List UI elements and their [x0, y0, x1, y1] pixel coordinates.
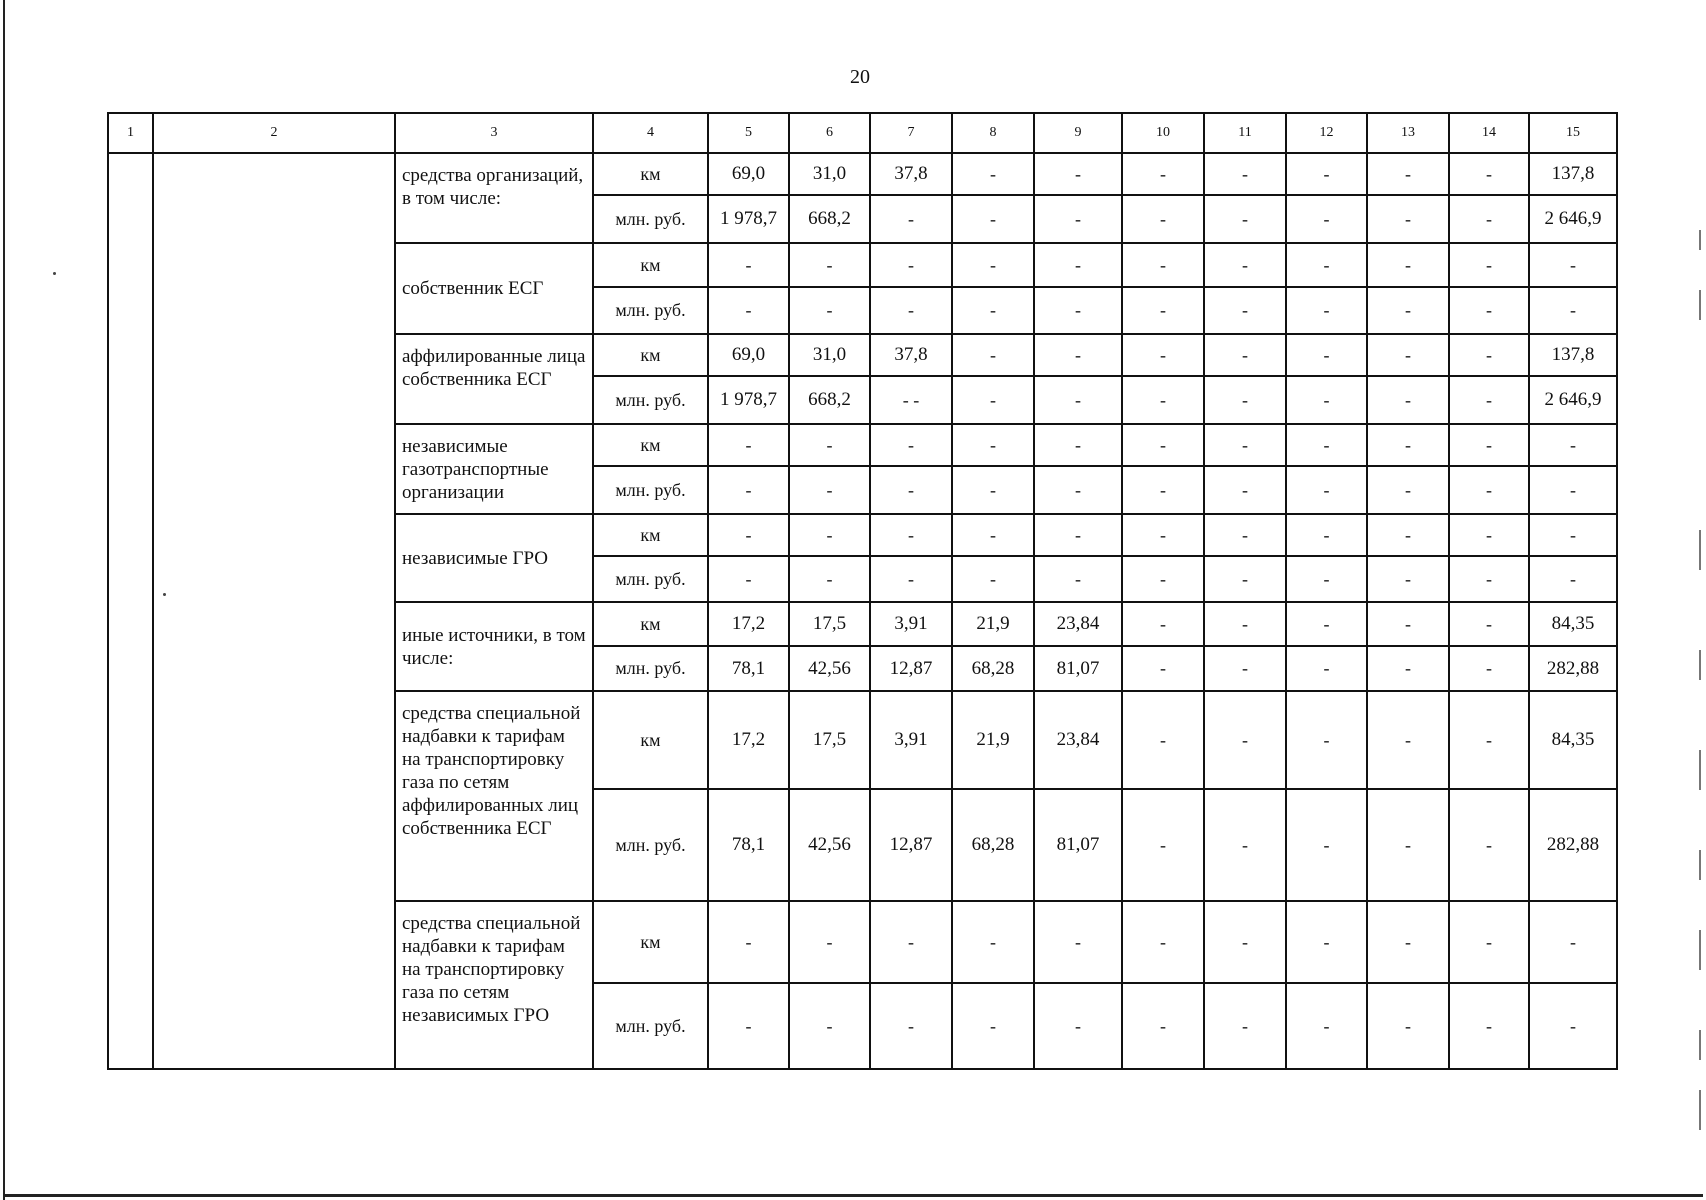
value-cell: 21,9 — [952, 602, 1034, 646]
col2-cell — [153, 153, 395, 1069]
unit-cell: млн. руб. — [593, 789, 708, 901]
value-cell: - — [1034, 983, 1122, 1069]
value-cell: 12,87 — [870, 789, 952, 901]
value-cell: 137,8 — [1529, 153, 1617, 195]
value-cell: 12,87 — [870, 646, 952, 691]
value-cell: - — [1367, 514, 1449, 556]
value-cell: - — [1367, 195, 1449, 243]
column-header: 8 — [952, 113, 1034, 153]
value-cell: - — [1286, 789, 1367, 901]
value-cell: 2 646,9 — [1529, 376, 1617, 424]
value-cell: - — [1122, 153, 1204, 195]
value-cell: - — [952, 334, 1034, 376]
column-header: 4 — [593, 113, 708, 153]
value-cell: - — [1204, 376, 1286, 424]
value-cell: 282,88 — [1529, 789, 1617, 901]
unit-cell: млн. руб. — [593, 287, 708, 334]
value-cell: - — [952, 514, 1034, 556]
value-cell: - — [952, 243, 1034, 287]
value-cell: - — [1286, 424, 1367, 466]
value-cell: - — [1286, 287, 1367, 334]
value-cell: - — [1449, 466, 1529, 514]
value-cell: - — [1367, 602, 1449, 646]
column-header: 10 — [1122, 113, 1204, 153]
value-cell: - — [1034, 243, 1122, 287]
value-cell: - — [1204, 901, 1286, 983]
value-cell: 17,2 — [708, 691, 789, 789]
value-cell: 21,9 — [952, 691, 1034, 789]
value-cell: - — [1122, 334, 1204, 376]
row-label: аффилированные лица собственника ЕСГ — [395, 334, 593, 424]
value-cell: - — [1286, 153, 1367, 195]
value-cell: - — [1449, 424, 1529, 466]
value-cell: - — [1286, 376, 1367, 424]
value-cell: - — [1286, 646, 1367, 691]
value-cell: - — [1286, 243, 1367, 287]
row-label: иные источники, в том числе: — [395, 602, 593, 691]
value-cell: - — [1204, 691, 1286, 789]
column-header: 7 — [870, 113, 952, 153]
value-cell: - — [1449, 287, 1529, 334]
value-cell: 78,1 — [708, 789, 789, 901]
value-cell: 69,0 — [708, 153, 789, 195]
value-cell: 81,07 — [1034, 789, 1122, 901]
value-cell: 42,56 — [789, 646, 870, 691]
unit-cell: км — [593, 602, 708, 646]
row-label: средства специальной надбавки к тарифам на транспортировку газа по сетям аффилированных лиц собственника ЕСГ — [395, 691, 593, 901]
value-cell: - — [1449, 195, 1529, 243]
value-cell: - — [952, 983, 1034, 1069]
value-cell: 2 646,9 — [1529, 195, 1617, 243]
value-cell: - — [952, 287, 1034, 334]
row-label: средства специальной надбавки к тарифам на транспортировку газа по сетям независимых ГРО — [395, 901, 593, 1069]
value-cell: 37,8 — [870, 153, 952, 195]
value-cell: - — [1367, 691, 1449, 789]
value-cell: - — [708, 983, 789, 1069]
value-cell: - — [1449, 153, 1529, 195]
value-cell: - - — [870, 376, 952, 424]
value-cell: - — [1122, 602, 1204, 646]
value-cell: - — [1286, 466, 1367, 514]
column-header: 2 — [153, 113, 395, 153]
value-cell: - — [1122, 195, 1204, 243]
value-cell: - — [1034, 153, 1122, 195]
value-cell: 668,2 — [789, 376, 870, 424]
scan-edge-marks — [1697, 230, 1703, 1130]
column-header: 6 — [789, 113, 870, 153]
value-cell: 42,56 — [789, 789, 870, 901]
value-cell: - — [1122, 466, 1204, 514]
value-cell: - — [1449, 514, 1529, 556]
value-cell: 84,35 — [1529, 602, 1617, 646]
value-cell: 31,0 — [789, 153, 870, 195]
value-cell: - — [1122, 243, 1204, 287]
value-cell: - — [1449, 602, 1529, 646]
data-table — [107, 112, 1618, 1070]
column-header: 15 — [1529, 113, 1617, 153]
value-cell: - — [1122, 424, 1204, 466]
scan-speck — [53, 272, 56, 275]
value-cell: - — [1449, 691, 1529, 789]
value-cell: 69,0 — [708, 334, 789, 376]
value-cell: - — [789, 901, 870, 983]
value-cell: - — [952, 901, 1034, 983]
value-cell: - — [789, 287, 870, 334]
value-cell: 137,8 — [1529, 334, 1617, 376]
value-cell: - — [870, 466, 952, 514]
col1-cell — [108, 153, 153, 1069]
value-cell: - — [1122, 556, 1204, 602]
value-cell: - — [708, 424, 789, 466]
column-header: 1 — [108, 113, 153, 153]
value-cell: 23,84 — [1034, 691, 1122, 789]
value-cell: - — [789, 514, 870, 556]
value-cell: - — [870, 424, 952, 466]
unit-cell: км — [593, 691, 708, 789]
unit-cell: км — [593, 153, 708, 195]
value-cell: - — [708, 514, 789, 556]
value-cell: - — [1529, 514, 1617, 556]
value-cell: - — [1286, 334, 1367, 376]
value-cell: - — [952, 424, 1034, 466]
value-cell: - — [952, 376, 1034, 424]
value-cell: - — [1367, 287, 1449, 334]
value-cell: - — [952, 195, 1034, 243]
column-header: 12 — [1286, 113, 1367, 153]
column-header: 14 — [1449, 113, 1529, 153]
value-cell: - — [1204, 466, 1286, 514]
value-cell: - — [789, 243, 870, 287]
value-cell: 17,2 — [708, 602, 789, 646]
value-cell: - — [1204, 556, 1286, 602]
value-cell: - — [1204, 789, 1286, 901]
value-cell: - — [1034, 556, 1122, 602]
value-cell: - — [870, 287, 952, 334]
value-cell: - — [1204, 243, 1286, 287]
page-bottom-border — [3, 1194, 1703, 1197]
unit-cell: млн. руб. — [593, 376, 708, 424]
value-cell: - — [1122, 514, 1204, 556]
value-cell: - — [1367, 153, 1449, 195]
value-cell: - — [1204, 602, 1286, 646]
value-cell: - — [1204, 646, 1286, 691]
value-cell: - — [1034, 424, 1122, 466]
value-cell: - — [1286, 602, 1367, 646]
value-cell: - — [1204, 334, 1286, 376]
value-cell: - — [870, 901, 952, 983]
value-cell: 84,35 — [1529, 691, 1617, 789]
value-cell: - — [789, 983, 870, 1069]
value-cell: - — [708, 901, 789, 983]
value-cell: - — [952, 556, 1034, 602]
value-cell: - — [870, 983, 952, 1069]
value-cell: - — [870, 514, 952, 556]
value-cell: 668,2 — [789, 195, 870, 243]
unit-cell: км — [593, 334, 708, 376]
row-label: независимые ГРО — [395, 514, 593, 602]
value-cell: 23,84 — [1034, 602, 1122, 646]
value-cell: - — [708, 287, 789, 334]
value-cell: - — [1204, 153, 1286, 195]
value-cell: - — [1286, 195, 1367, 243]
value-cell: - — [1367, 466, 1449, 514]
value-cell: - — [1449, 376, 1529, 424]
value-cell: - — [1286, 691, 1367, 789]
unit-cell: км — [593, 424, 708, 466]
value-cell: - — [1286, 901, 1367, 983]
unit-cell: км — [593, 901, 708, 983]
unit-cell: км — [593, 243, 708, 287]
column-header: 13 — [1367, 113, 1449, 153]
value-cell: - — [1122, 789, 1204, 901]
value-cell: - — [1034, 901, 1122, 983]
value-cell: 17,5 — [789, 691, 870, 789]
value-cell: 282,88 — [1529, 646, 1617, 691]
row-label: независимые газотранспортные организации — [395, 424, 593, 514]
value-cell: - — [1204, 424, 1286, 466]
value-cell: - — [708, 556, 789, 602]
value-cell: - — [708, 466, 789, 514]
value-cell: - — [1122, 376, 1204, 424]
value-cell: - — [1034, 514, 1122, 556]
page-number: 20 — [850, 66, 870, 88]
value-cell: - — [1367, 646, 1449, 691]
value-cell: - — [1204, 983, 1286, 1069]
value-cell: - — [1449, 901, 1529, 983]
value-cell: - — [952, 153, 1034, 195]
value-cell: - — [952, 466, 1034, 514]
unit-cell: км — [593, 514, 708, 556]
value-cell: - — [789, 466, 870, 514]
value-cell: - — [1204, 195, 1286, 243]
page-left-border — [3, 0, 5, 1200]
value-cell: - — [1122, 983, 1204, 1069]
value-cell: - — [1367, 424, 1449, 466]
value-cell: 3,91 — [870, 602, 952, 646]
value-cell: 1 978,7 — [708, 376, 789, 424]
value-cell: - — [708, 243, 789, 287]
value-cell: - — [1367, 556, 1449, 602]
column-header: 3 — [395, 113, 593, 153]
value-cell: - — [1122, 901, 1204, 983]
value-cell: - — [1122, 287, 1204, 334]
column-header: 11 — [1204, 113, 1286, 153]
value-cell: - — [1204, 514, 1286, 556]
value-cell: - — [1367, 789, 1449, 901]
value-cell: 37,8 — [870, 334, 952, 376]
value-cell: - — [1034, 334, 1122, 376]
unit-cell: млн. руб. — [593, 195, 708, 243]
value-cell: - — [1529, 556, 1617, 602]
value-cell: - — [1367, 334, 1449, 376]
value-cell: - — [870, 556, 952, 602]
value-cell: - — [1529, 466, 1617, 514]
value-cell: - — [1286, 514, 1367, 556]
value-cell: - — [1529, 983, 1617, 1069]
value-cell: - — [1367, 243, 1449, 287]
table-row — [108, 153, 1617, 195]
value-cell: - — [1034, 195, 1122, 243]
value-cell: - — [870, 195, 952, 243]
value-cell: - — [1529, 424, 1617, 466]
value-cell: 68,28 — [952, 789, 1034, 901]
value-cell: 31,0 — [789, 334, 870, 376]
value-cell: - — [1286, 556, 1367, 602]
value-cell: - — [1204, 287, 1286, 334]
value-cell: - — [1367, 901, 1449, 983]
value-cell: - — [789, 424, 870, 466]
value-cell: 81,07 — [1034, 646, 1122, 691]
unit-cell: млн. руб. — [593, 466, 708, 514]
value-cell: - — [1122, 646, 1204, 691]
value-cell: 78,1 — [708, 646, 789, 691]
column-header: 9 — [1034, 113, 1122, 153]
unit-cell: млн. руб. — [593, 556, 708, 602]
value-cell: - — [1449, 789, 1529, 901]
value-cell: - — [1449, 334, 1529, 376]
value-cell: - — [1034, 287, 1122, 334]
value-cell: 68,28 — [952, 646, 1034, 691]
unit-cell: млн. руб. — [593, 646, 708, 691]
value-cell: - — [1449, 646, 1529, 691]
value-cell: - — [1034, 466, 1122, 514]
column-header: 5 — [708, 113, 789, 153]
value-cell: 1 978,7 — [708, 195, 789, 243]
row-label: средства организаций, в том числе: — [395, 153, 593, 243]
unit-cell: млн. руб. — [593, 983, 708, 1069]
value-cell: - — [1449, 556, 1529, 602]
value-cell: 17,5 — [789, 602, 870, 646]
value-cell: - — [1529, 287, 1617, 334]
value-cell: - — [1286, 983, 1367, 1069]
row-label: собственник ЕСГ — [395, 243, 593, 334]
value-cell: - — [1529, 901, 1617, 983]
value-cell: - — [1367, 376, 1449, 424]
value-cell: - — [1122, 691, 1204, 789]
value-cell: - — [1034, 376, 1122, 424]
value-cell: - — [789, 556, 870, 602]
value-cell: 3,91 — [870, 691, 952, 789]
value-cell: - — [1449, 243, 1529, 287]
value-cell: - — [1367, 983, 1449, 1069]
value-cell: - — [1449, 983, 1529, 1069]
value-cell: - — [1529, 243, 1617, 287]
value-cell: - — [870, 243, 952, 287]
